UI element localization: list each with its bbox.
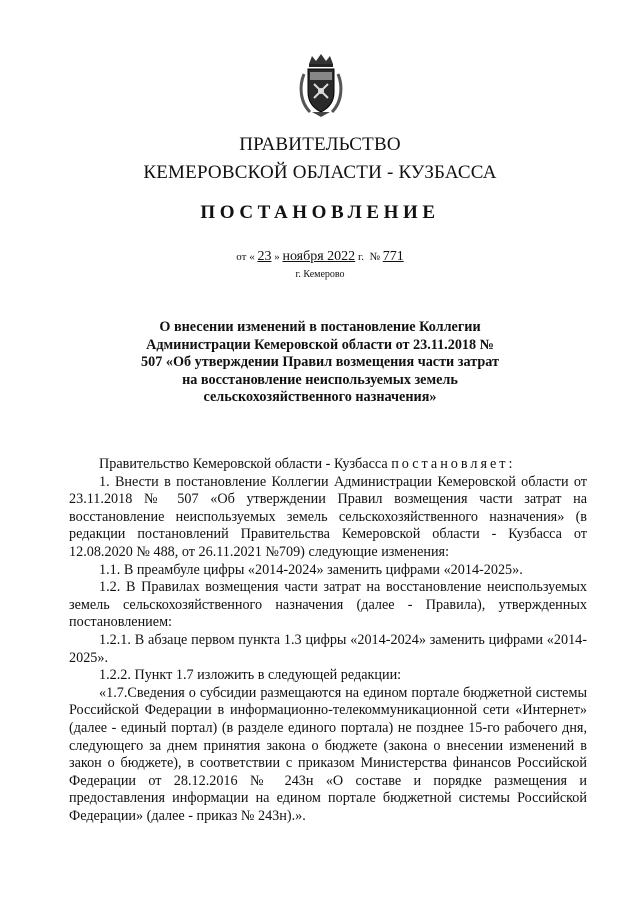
paragraph-1-1: 1.1. В преамбуле цифры «2014-2024» заменить цифрами «2014-2025». bbox=[99, 561, 523, 578]
quoted-paragraph-1-7: «1.7.Сведения о субсидии размещаются на едином портале бюджетной системы Российской Федерации в информационно-телекоммуникационной сети «Интернет» (далее - единый портал) (в разделе единого портала) не позднее 15-го рабочего дня, следующего за днем принятия закона о бюджете (закона о внесении изменений в закон о бюджете), в соответствии с приказом Министерства финансов Российской Федерации от 28.12.2016 № 243н «О составе и порядке размещения и предоставления информации на едином портале бюджетной системы Российской Федерации» (далее - приказ № 243н).». bbox=[69, 684, 587, 824]
document-number: 771 bbox=[382, 249, 404, 264]
city: г. Кемерово bbox=[295, 269, 345, 280]
date-mid: » bbox=[274, 251, 280, 263]
paragraph-1: 1. Внести в постановление Коллегии Администрации Кемеровской области от 23.11.2018 № 507 «Об утверждении Правил возмещения части затрат на восстановление неиспользуемых земель сельскохозяйственного назначения» (в редакции постановлений Правительства Кемеровской области - Кузбасса от 12.08.2020 № 488, от 26.11.2021 №709) следующие изменения: bbox=[69, 473, 587, 560]
paragraph-1-2-2: 1.2.2. Пункт 1.7 изложить в следующей редакции: bbox=[99, 667, 402, 684]
date-line bbox=[0, 249, 640, 265]
number-label: № bbox=[369, 251, 380, 263]
government-name-line1: ПРАВИТЕЛЬСТВО bbox=[239, 134, 401, 155]
government-name-line2: КЕМЕРОВСКОЙ ОБЛАСТИ - КУЗБАССА bbox=[143, 162, 497, 183]
intro-text: Правительство Кемеровской области - Кузбасса bbox=[99, 456, 388, 472]
document-subject: О внесении изменений в постановление Коллегии Администрации Кемеровской области от 23.11.2018 № 507 «Об утверждении Правил возмещения части затрат на восстановление неиспользуемых земель сельскохозяйственного назначения» bbox=[141, 319, 499, 406]
paragraph-1-2: 1.2. В Правилах возмещения части затрат на восстановление неиспользуемых земель сельскохозяйственного назначения (далее - Правила), утвержденных постановлением: bbox=[69, 579, 587, 631]
date-month-year: ноября 2022 bbox=[282, 249, 356, 264]
date-year-suffix: г. bbox=[357, 251, 364, 263]
intro-paragraph bbox=[69, 456, 587, 474]
document-title: ПОСТАНОВЛЕНИЕ bbox=[200, 202, 440, 223]
date-day: 23 bbox=[257, 249, 272, 264]
document-body bbox=[69, 456, 587, 825]
paragraph-1-2-1: 1.2.1. В абзаце первом пункта 1.3 цифры «2014-2024» заменить цифрами «2014-2025». bbox=[69, 631, 587, 666]
date-prefix: от « bbox=[236, 251, 255, 263]
coat-of-arms-icon bbox=[298, 52, 344, 118]
intro-decree-word: постановляет: bbox=[391, 456, 516, 472]
